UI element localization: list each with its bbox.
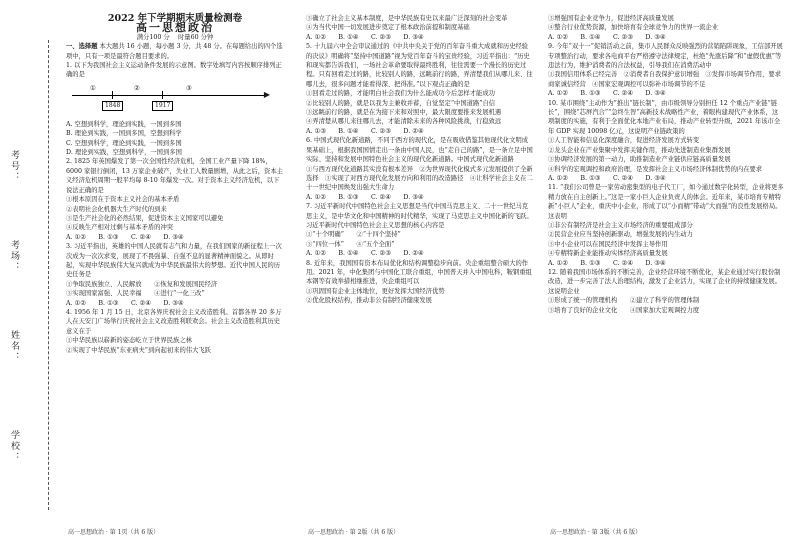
question-5: 5. 十九届六中全会审议通过的《中共中央关于党的百年奋斗重大成就和历史经验的决议》明确将“坚持中国道路”视为党百年奋斗的宝贵经验，习近平指出：“历史和现实都告诉我们，一场社会革命要取得最终胜利，往往需要一个漫长的历史过程。只有回看走过的路，比较别人的路，远眺前行的路，弄清楚我们从哪儿来、往哪儿去，很多问题才能看得深、把得准。”以下观点正确的是	[306, 43, 533, 88]
q10-item: ④科学的宏观调控和政府治理，是发挥社会主义市场经济体制优势的内在要求	[548, 165, 763, 173]
exam-meta: 满分100 分 时量60 分钟	[136, 33, 214, 41]
q7-item: ①“十个明确” ②“十四个坚持”	[306, 231, 401, 239]
question-10: 10. 某市围绕“主动作为”推出“链长制”，由市级领导分别担任 12 个重点产业链“链长”，围绕“芯屏汽合”“急终生智”高新技术战略性产业，着眼构建现代产业体系，这项制度的实施，有利于全面优化本地产业布局，推动产业转型升级，2021 年该市全年 GDP 实现 10098 亿元，这说明产业链政策的	[548, 99, 781, 135]
timeline-tick	[112, 91, 113, 99]
q5-item: ①回看走过的路，才能明白社会我们为什么能成功今后怎样才能成功	[306, 90, 495, 98]
q8-item: ③增强国有企业竞争力，促进经济高质量发展	[548, 15, 674, 22]
q3-item: ③实现国家富强、人民幸福 ④进行“一化三改”	[66, 290, 205, 298]
q12-item: ③培育了良好的企业文化 ④国家加大宏观调控力度	[548, 306, 700, 314]
timeline-stage-2: ②	[134, 83, 140, 92]
q9-items: ①我国信用体系已经完善 ②消费者自我保护意识增强 ③发挥市场调节作用，要求商家诚信经营 ④国家宏观调控可以弥补市场调节的不足	[548, 71, 781, 88]
q5-item: ③远眺前行的路，就是在为接下来和对照中，最大限度要推来发展机遇	[306, 109, 502, 117]
q7-options: A. ①② B. ①④ C. ②③ D. ②④	[306, 250, 424, 258]
page-column-3	[548, 14, 784, 315]
q8-options: A. ①② B. ①④ C. ②③ D. ③④	[548, 33, 666, 41]
q10-item: ③协调经济发展的第一动力，助推制造业产业链供应链高质量发展	[548, 156, 731, 164]
q11-item: ③中小企业可以在国民经济中发挥主导作用	[548, 240, 668, 248]
question-1: 1. 以下为我国社会主义运动条件发展的示意图。数字处填写内容按顺序排列正确的是	[66, 62, 282, 79]
timeline-stage-1: ①	[90, 83, 96, 92]
q8-item: ②优化股权结构，推动非公有制经济健康发展	[306, 297, 432, 305]
timeline-axis	[72, 95, 264, 96]
question-8: 8. 近年来，我国国有资本布局优化和结构调整稳步向前。央企重组整合硕大的作用。2021 年，中化集团与中国化工联合重组，中国普天并入中国电科，鞍钢重组本钢等有效举措相继推进，央企重组可以	[306, 259, 532, 286]
cut-line	[48, 40, 49, 510]
q6-options: A. ①② B. ①③ C. ②④ D. ③④	[306, 193, 424, 201]
arrow-right-icon: ▶	[263, 89, 270, 99]
timeline-tick	[162, 91, 163, 99]
exam-title: 2022 年下学期期末质量检测卷	[107, 13, 243, 24]
question-9: 9. 今年“双十一”促销活动之前，集市人民群众反映强烈的营销陷阱现象，工信部开展专项整治行动，要求各电商平台严格遵守法律规定，杜绝“先涨后降”和“虚假优惠”等违法行为，维护消费者的合法权益，引导我们在消费活动中	[548, 43, 783, 70]
question-3: 3. 习近平指出，英雄的中国人民就有志气和力量，在我们国家的新征程上一次次成为一次次求变，展现了不畏强暴、自强不息的显著精神面貌之。从即时起，实现中华民族伟大复兴就成为中华民族最伟大的梦想。近代中国人民的历史任务是	[66, 243, 282, 279]
exam-number-field: 考号：	[9, 150, 19, 183]
q10-options: A. ①② B. ①③ C. ②④ D. ③④	[548, 174, 666, 182]
q1-option-d: D. 理论到实践，空想到科学，一国到多国	[66, 149, 182, 157]
q3-item: ①争取民族独立、人民解放 ②恢复和发展国民经济	[66, 280, 218, 288]
page-footer-2: 高一思想政治 · 第 2版（共 6 版）	[308, 529, 400, 536]
page-column-2	[306, 14, 534, 306]
q10-item: ②龙头企业在产业集聚中发挥关键作用，推动先进制造业集群发展	[548, 146, 731, 154]
q5-item: ②比较别人的路，就是以我为主兼收并蓄，自觉坚定“中国道路”自信	[306, 99, 496, 107]
q9-options: A. ①② B. ①③ C. ②④ D. ③④	[548, 90, 666, 98]
name-field: 姓名：	[9, 330, 19, 363]
q4-item: ①中华民族以崭新的姿态屹立于世界民族之林	[66, 337, 192, 345]
question-7: 7. 习近平新时代中国特色社会主义思想是当代中国马克思主义、二十一世纪马克思主义，是中华文化和中国精神的时代精华，实现了马克思主义中国化新的飞跃。习近平新时代中国特色社会主义思想的核心内容是	[306, 203, 533, 229]
q6-items: ①与西方现代化道路其实没有根本差异 ②为世界现代化模式多元发展提供了全新选择 ③实现了对西方现代化发展方向和利用的改造路径 ④让科学社会主义在二十一世纪中国焕发出强大生命力	[306, 165, 533, 192]
question-6: 6. 中国式现代化新道路，不同于西方的现代化，是在吸收借鉴其他现代化文明成果基础上，根据我国国情走出一条由中国人民，也“走自己的路”，是一条立足中国实际、坚持和发展中国特色社会主义的现代化新道路。中国式现代化新道路	[306, 137, 533, 164]
school-field: 学校：	[9, 430, 19, 463]
timeline-year-1848: 1848	[102, 101, 123, 111]
q5-item: ④弄清楚从哪儿来往哪儿去，才能清除未来的各种风险挑战，行稳致远	[306, 118, 502, 126]
q11-options: A. ①② B. ①③ C. ②④ D. ③④	[548, 259, 666, 267]
page-column-1	[66, 14, 284, 355]
q10-item: ①人工智能和信息化深度融合，促进经济发展方式转变	[548, 137, 700, 145]
q1-option-b: B. 理论到实践，一国到多国，空想到科学	[66, 130, 182, 138]
question-12: 12. 随着我国市场体系的不断完善，企业经营环境不断优化，某企业通过实行股份制改造，进一步完善了法人治理结构，激发了企业活力，实现了企业的持续健康发展。这说明企业	[548, 268, 781, 295]
page-footer-3: 高一思想政治 · 第 3版（共 6 版）	[550, 529, 642, 536]
question-11: 11. “我们公司曾是一家劳动密集型的电子代工厂，如今通过数字化转型，企业将更多精力放在自主创新上。”这是一家小巨人企业负责人的体会。近年来，某市培育专精特新“小巨人”企业，重庆中小企业，形成了以“小而精”带动“大而强”的良性发展格局。这表明	[548, 184, 784, 220]
subject-title: 高一思想政治	[136, 21, 214, 35]
q12-item: ①形成了统一的管理机构 ②建立了科学的管理体制	[548, 297, 700, 305]
q4-item: ③确立了社会主义基本制度，是中华民族有史以来最广泛深刻的社会变革	[306, 15, 508, 22]
q4-options: A. ①② B. ①④ C. ②③ D. ③④	[306, 33, 424, 41]
q11-item: ②民营企业应当坚持创新驱动，增强发展的内生动力	[548, 231, 693, 239]
timeline-stage-3: ③	[186, 83, 192, 92]
binding-strip	[0, 0, 62, 553]
section-heading: 一、选择题 本大题共 16 小题，每小题 3 分，共 48 分。在每题给出的四个选项中，只有一项是最符合题目要求的。	[66, 43, 283, 60]
question-2: 2. 1825 年英国爆发了第一次全国性经济危机，全国工业产量下降 18%，6000 家银行倒闭，13 万家企业破产，失业工人数量剧增，从此之后，资本主义经济危机周期一般平均每 8-10 年爆发一次。对于资本主义经济危机，以下说法正确的是	[66, 158, 283, 194]
q4-item: ②实现了中华民族“东亚病夫”到向起初来的伟大飞跃	[66, 346, 211, 354]
q8-item: ④整合行业优势资源，加快培育有全球竞争力的世界一流企业	[548, 24, 719, 32]
q1-option-c: C. 空想到科学，理论到实践，一国到多国	[66, 139, 182, 147]
q11-item: ④专精特新企业能推动实体经济高质量发展	[548, 250, 668, 258]
q2-item: ③是生产社会化的必然结果，促进资本主义国家可以避免	[66, 214, 224, 222]
q4-item: ④为当代中国一切发展进步奠定了根本政治前提和制度基础	[306, 24, 470, 32]
q5-options: A. ①③ B. ①④ C. ②③ D. ②④	[306, 127, 424, 135]
exam-room-field: 考场：	[9, 240, 19, 273]
q3-options: A. ①② B. ①③ C. ②④ D. ③④	[66, 299, 184, 307]
q2-options: A. ①② B. ①③ C. ②④ D. ③④	[66, 233, 184, 241]
q2-item: ①根本原因在于资本主义社会的基本矛盾	[66, 196, 180, 204]
q2-item: ②表明社会化机器大生产时代的到来	[66, 205, 167, 213]
q7-item: ③“四位一体” ④“五个全面”	[306, 240, 395, 248]
question-4: 4. 1956 年 1 月 15 日，北京各界庆祝社会主义改造胜利。首都各界 20 多万人在天安门广场举行庆祝社会主义改造胜利联欢会。社会主义改造胜利其历史意义在于	[66, 308, 282, 335]
timeline-year-1917: 1917	[152, 101, 173, 111]
q8-item: ①巩固国有企业主体地位，更好发挥大国经济优势	[306, 287, 445, 295]
development-timeline	[66, 82, 284, 116]
q1-option-a: A. 空想到科学，理论到实践，一国到多国	[66, 120, 182, 128]
q11-item: ①非公有制经济是社会主义市场经济的重要组成部分	[548, 221, 693, 229]
page-footer-1: 高一思想政治 · 第 1页（共 6 版）	[68, 529, 160, 536]
q2-item: ④反映生产相对过剩与基本矛盾的冲突	[66, 224, 174, 232]
